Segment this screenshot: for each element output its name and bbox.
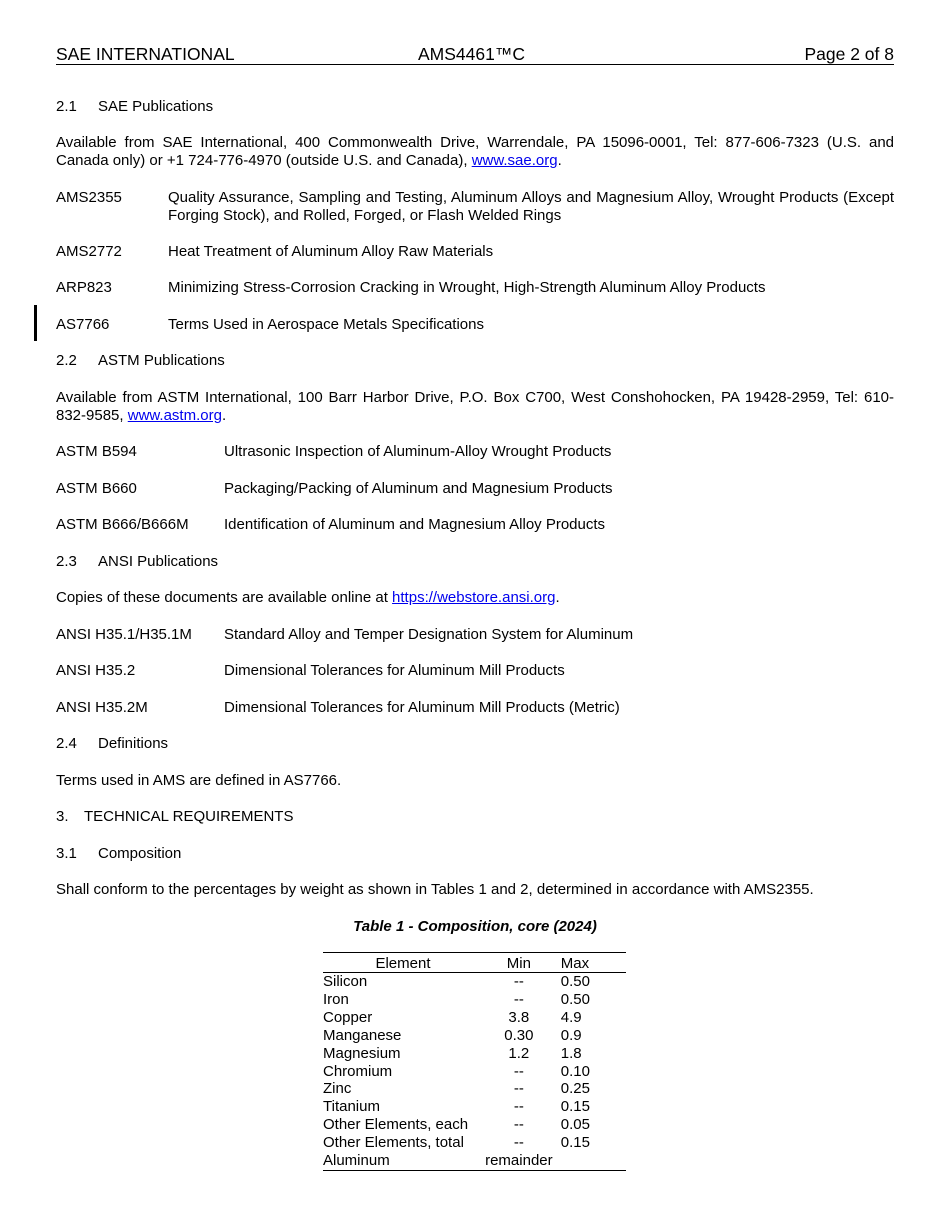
- ref-desc: Minimizing Stress-Corrosion Cracking in Wrought, High-Strength Aluminum Alloy Products: [168, 279, 766, 296]
- cell-min: 3.8: [508, 1008, 530, 1026]
- section-title: Definitions: [98, 735, 169, 752]
- ref-code: ARP823: [56, 279, 112, 296]
- ref-desc: Packaging/Packing of Aluminum and Magnesium Products: [224, 480, 613, 497]
- sae-link[interactable]: www.sae.org: [471, 152, 558, 169]
- section-title: SAE Publications: [98, 98, 214, 115]
- ref-desc: Heat Treatment of Aluminum Alloy Raw Materials: [168, 243, 494, 260]
- table-row: [323, 1134, 626, 1152]
- composition-table: [323, 952, 626, 1171]
- cell-max: 4.9: [560, 1008, 582, 1026]
- astm-link[interactable]: www.astm.org: [127, 407, 222, 424]
- cell-element: Iron: [323, 990, 349, 1008]
- header-org: SAE INTERNATIONAL: [56, 44, 235, 64]
- ref-astm-b594: [56, 443, 894, 461]
- section-2-4-text: Terms used in AMS are defined in AS7766.: [56, 772, 342, 789]
- ref-ansi-h35-1: [56, 626, 894, 644]
- cell-element: Chromium: [323, 1062, 393, 1080]
- section-title: Composition: [98, 845, 182, 862]
- table-1-caption: Table 1 - Composition, core (2024): [353, 918, 597, 935]
- cell-element: Copper: [323, 1008, 373, 1026]
- section-2-4-heading: [56, 735, 168, 753]
- cell-max: 1.8: [560, 1044, 582, 1062]
- ref-as7766: [56, 316, 894, 334]
- section-number: 2.3: [56, 553, 77, 570]
- section-2-2-intro: Available from ASTM International, 100 Barr Harbor Drive, P.O. Box C700, West Conshohocken, PA 19428-2959, Tel: 610-832-9585, www.astm.org.: [56, 389, 894, 424]
- section-number: 2.2: [56, 352, 77, 369]
- cell-max: 0.10: [560, 1062, 590, 1080]
- table-row: [323, 1009, 626, 1027]
- section-number: 2.4: [56, 735, 77, 752]
- header-doc-id: AMS4461™C: [418, 44, 525, 64]
- cell-element: Aluminum: [323, 1152, 483, 1170]
- section-number: 3.: [56, 808, 69, 825]
- cell-max: 0.9: [560, 1026, 582, 1044]
- table-row: [323, 991, 626, 1009]
- cell-max: 0.25: [560, 1080, 590, 1098]
- col-header-element: Element: [323, 953, 483, 973]
- table-row: [323, 1063, 626, 1081]
- ref-code: ASTM B594: [56, 443, 137, 460]
- cell-element: Other Elements, each: [323, 1116, 469, 1134]
- ref-desc: Ultrasonic Inspection of Aluminum-Alloy Wrought Products: [224, 443, 612, 460]
- cell-min: 1.2: [508, 1044, 530, 1062]
- ref-ams2772: [56, 243, 894, 261]
- table-row: [323, 1152, 626, 1170]
- revision-change-bar: [34, 305, 37, 341]
- ref-arp823: [56, 279, 894, 297]
- ref-astm-b660: [56, 480, 894, 498]
- section-3-1-heading: [56, 845, 181, 863]
- cell-min: --: [513, 1098, 524, 1116]
- ref-ams2355: [56, 189, 894, 225]
- cell-max: 0.15: [560, 1098, 590, 1116]
- cell-element: Magnesium: [323, 1044, 401, 1062]
- cell-min: 0.30: [504, 1026, 534, 1044]
- section-2-1-heading: [56, 98, 213, 116]
- ref-astm-b666: [56, 516, 894, 534]
- section-2-3-heading: [56, 553, 218, 571]
- ref-code: ANSI H35.1/H35.1M: [56, 626, 192, 643]
- cell-element: Other Elements, total: [323, 1134, 464, 1152]
- ref-code: ANSI H35.2M: [56, 699, 148, 716]
- cell-max: 0.50: [560, 973, 590, 990]
- section-title: ASTM Publications: [98, 352, 225, 369]
- ref-code: AS7766: [56, 316, 110, 333]
- ansi-link[interactable]: https://webstore.ansi.org: [392, 589, 556, 606]
- ref-ansi-h35-2: [56, 662, 894, 680]
- intro-text: Available from ASTM International, 100 Barr Harbor Drive, P.O. Box C700, West Conshohocken, PA 19428-2959, Tel: 610-832-9585,: [56, 389, 894, 424]
- cell-max: 0.15: [560, 1134, 590, 1152]
- section-3-1-text: Shall conform to the percentages by weight as shown in Tables 1 and 2, determined in accordance with AMS2355.: [56, 881, 814, 898]
- table-header-row: [323, 953, 626, 973]
- intro-text: Available from SAE International, 400 Commonwealth Drive, Warrendale, PA 15096-0001, Tel: 877-606-7323 (U.S. and Canada only) or +1 724-776-4970 (outside U.S. and Canada),: [56, 134, 894, 169]
- cell-max: [555, 1152, 626, 1170]
- cell-min: --: [513, 1062, 524, 1080]
- section-number: 2.1: [56, 98, 77, 115]
- col-header-min: Min: [483, 953, 555, 973]
- header-page-number: Page 2 of 8: [804, 44, 894, 64]
- cell-min: --: [513, 1134, 524, 1152]
- intro-text: Copies of these documents are available online at: [56, 589, 393, 606]
- ref-code: AMS2772: [56, 243, 122, 260]
- cell-min: --: [513, 990, 524, 1008]
- section-2-2-heading: [56, 352, 225, 370]
- table-row: [323, 973, 626, 991]
- cell-min: remainder: [483, 1152, 555, 1170]
- ref-desc: Identification of Aluminum and Magnesium Alloy Products: [224, 516, 606, 533]
- ref-desc: Quality Assurance, Sampling and Testing, Aluminum Alloys and Magnesium Alloy, Wrought Products (Except Forging Stock), and Rolled, Forged, or Flash Welded Rings: [168, 189, 894, 224]
- ref-code: ASTM B660: [56, 480, 137, 497]
- cell-element: Manganese: [323, 1026, 402, 1044]
- section-title: TECHNICAL REQUIREMENTS: [84, 808, 294, 825]
- section-number: 3.1: [56, 845, 77, 862]
- table-row: [323, 1080, 626, 1098]
- cell-max: 0.05: [560, 1116, 590, 1134]
- page-header: [56, 44, 894, 65]
- ref-code: ASTM B666/B666M: [56, 516, 189, 533]
- ref-desc: Dimensional Tolerances for Aluminum Mill Products (Metric): [224, 699, 620, 716]
- ref-desc: Standard Alloy and Temper Designation System for Aluminum: [224, 626, 634, 643]
- cell-element: Zinc: [323, 1080, 352, 1098]
- ref-code: AMS2355: [56, 189, 122, 206]
- ref-desc: Dimensional Tolerances for Aluminum Mill Products: [224, 662, 565, 679]
- cell-element: Silicon: [323, 973, 368, 990]
- table-row: [323, 1116, 626, 1134]
- ref-code: ANSI H35.2: [56, 662, 136, 679]
- table-row: [323, 1045, 626, 1063]
- section-3-heading: [56, 808, 293, 826]
- cell-min: --: [513, 1080, 524, 1098]
- cell-min: --: [513, 1116, 524, 1134]
- section-2-3-intro: Copies of these documents are available online at https://webstore.ansi.org.: [56, 589, 560, 606]
- section-2-1-intro: Available from SAE International, 400 Commonwealth Drive, Warrendale, PA 15096-0001, Tel: 877-606-7323 (U.S. and Canada only) or +1 724-776-4970 (outside U.S. and Canada), www.sae.org.: [56, 134, 894, 169]
- ref-ansi-h35-2m: [56, 699, 894, 717]
- col-header-max: Max: [555, 953, 626, 973]
- cell-max: 0.50: [560, 990, 590, 1008]
- section-title: ANSI Publications: [98, 553, 219, 570]
- cell-element: Titanium: [323, 1098, 380, 1116]
- table-row: [323, 1027, 626, 1045]
- ref-desc: Terms Used in Aerospace Metals Specifications: [168, 316, 484, 333]
- cell-min: --: [513, 973, 524, 990]
- table-row: [323, 1098, 626, 1116]
